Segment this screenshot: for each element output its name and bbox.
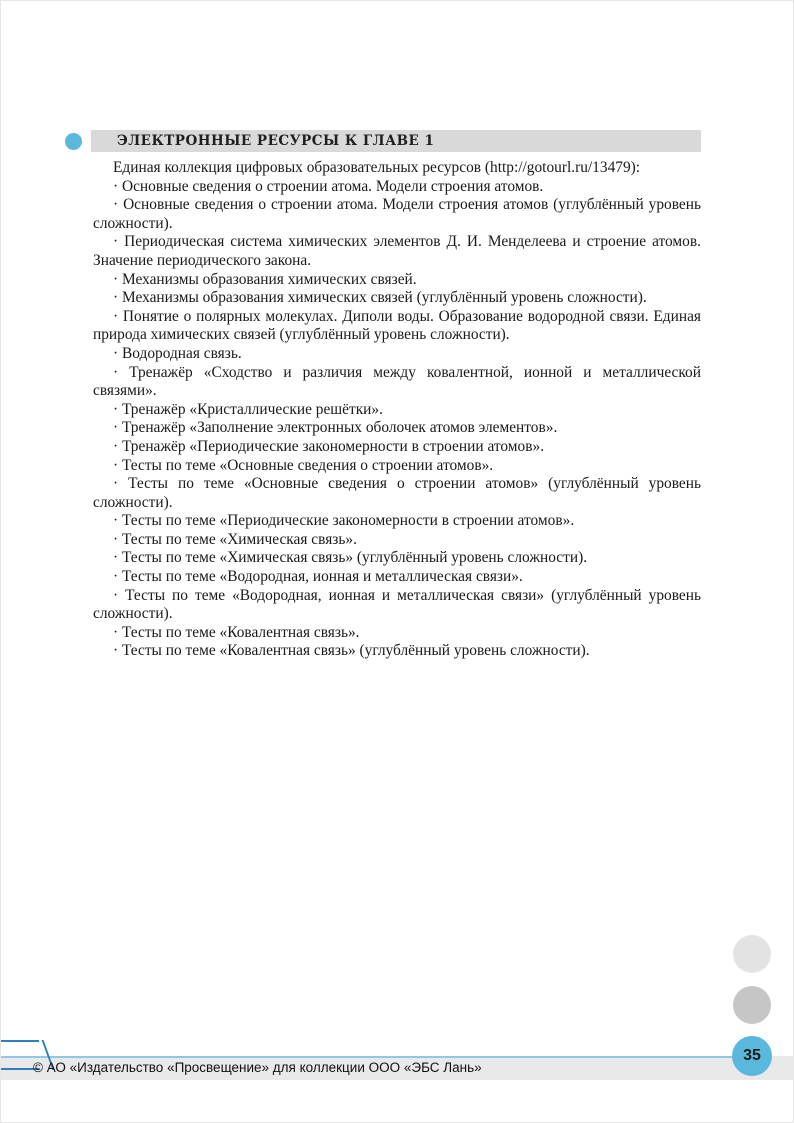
list-item: · Тесты по теме «Основные сведения о строении атомов». bbox=[113, 456, 494, 474]
list-item: · Тренажёр «Кристаллические решётки». bbox=[113, 400, 383, 418]
list-item: · Тренажёр «Заполнение электронных оболочек атомов элементов». bbox=[113, 419, 558, 437]
list-item: · Понятие о полярных молекулах. Диполи воды. Образование водородной связи. Единая природа химических связей (углублённый уровень сложности). bbox=[93, 307, 701, 344]
list-item: · Основные сведения о строении атома. Модели строения атомов (углублённый уровень сложности). bbox=[93, 196, 701, 232]
footer-divider bbox=[1, 1056, 741, 1058]
section-marker-dot bbox=[65, 133, 82, 150]
list-item: · Механизмы образования химических связей. bbox=[113, 270, 417, 288]
decorative-circle-dark bbox=[733, 986, 771, 1024]
section-title: ЭЛЕКТРОННЫЕ РЕСУРСЫ К ГЛАВЕ 1 bbox=[117, 133, 435, 149]
resource-list bbox=[93, 159, 701, 661]
list-item: · Тесты по теме «Основные сведения о строении атомов» (углублённый уровень сложности). bbox=[93, 475, 701, 511]
section-header bbox=[65, 130, 701, 152]
list-item: · Тесты по теме «Водородная, ионная и металлическая связи» (углублённый уровень сложности). bbox=[93, 586, 701, 623]
list-item: · Механизмы образования химических связей (углублённый уровень сложности). bbox=[113, 289, 647, 307]
list-item: · Периодическая система химических элементов Д. И. Менделеева и строение атомов. Значение периодического закона. bbox=[93, 233, 701, 269]
list-item: · Тренажёр «Сходство и различия между ковалентной, ионной и металлической связями». bbox=[93, 363, 701, 400]
decorative-circle-light bbox=[733, 935, 771, 973]
list-item: · Тесты по теме «Ковалентная связь» (углублённый уровень сложности). bbox=[113, 642, 590, 660]
page-number: 35 bbox=[732, 1036, 772, 1076]
list-item: · Водородная связь. bbox=[113, 344, 242, 362]
list-item: · Тренажёр «Периодические закономерности в строении атомов». bbox=[113, 437, 545, 455]
list-item: · Тесты по теме «Химическая связь». bbox=[113, 530, 357, 548]
copyright-text: © АО «Издательство «Просвещение» для коллекции ООО «ЭБС Лань» bbox=[33, 1060, 482, 1075]
list-item: · Основные сведения о строении атома. Модели строения атомов. bbox=[113, 177, 544, 195]
list-item: · Тесты по теме «Водородная, ионная и металлическая связи». bbox=[113, 568, 523, 586]
intro-paragraph: Единая коллекция цифровых образовательных ресурсов (http://gotourl.ru/13479): bbox=[113, 159, 641, 176]
list-item: · Тесты по теме «Ковалентная связь». bbox=[113, 623, 360, 641]
list-item: · Тесты по теме «Периодические закономерности в строении атомов». bbox=[113, 512, 575, 530]
list-item: · Тесты по теме «Химическая связь» (углублённый уровень сложности). bbox=[113, 549, 588, 567]
